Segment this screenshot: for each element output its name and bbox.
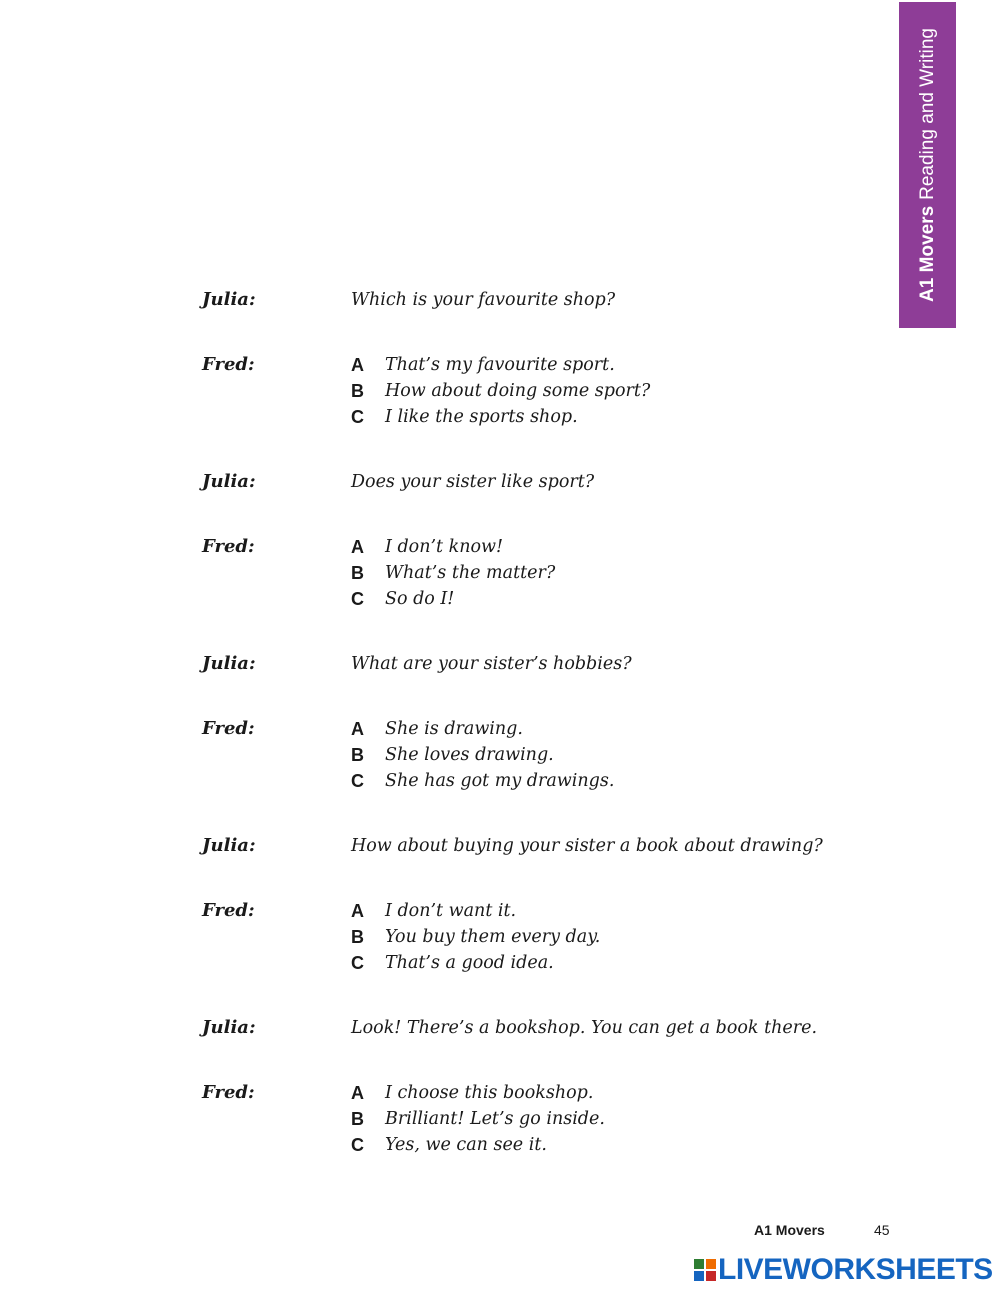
option-text: She loves drawing. (385, 745, 554, 765)
dialogue-line: How about buying your sister a book about drawing? (351, 836, 823, 856)
dialogue-line: Which is your favourite shop? (351, 290, 616, 310)
option-letter: A (351, 901, 364, 921)
option-text: Yes, we can see it. (385, 1135, 547, 1155)
option-letter: B (351, 563, 364, 583)
speaker-name: Julia: (202, 471, 256, 492)
option-text: I don’t want it. (385, 901, 517, 921)
speaker-name: Fred: (202, 1082, 255, 1103)
option-letter: C (351, 589, 364, 609)
side-tab (899, 2, 956, 328)
dialogue-line: Look! There’s a bookshop. You can get a book there. (351, 1018, 818, 1038)
option-letter: C (351, 407, 364, 427)
option-text: She is drawing. (385, 719, 523, 739)
speaker-name: Fred: (202, 536, 255, 557)
side-tab-title: A1 MoversReading and Writing (916, 28, 938, 302)
liveworksheets-logo-icon (694, 1259, 716, 1281)
option-letter: B (351, 745, 364, 765)
option-text: That’s my favourite sport. (385, 355, 615, 375)
speaker-name: Julia: (202, 289, 256, 310)
option-text: That’s a good idea. (385, 953, 554, 973)
option-letter: A (351, 537, 364, 557)
speaker-name: Julia: (202, 1017, 256, 1038)
dialogue-line: What are your sister’s hobbies? (351, 654, 632, 674)
page-number: 45 (874, 1222, 890, 1238)
speaker-name: Julia: (202, 835, 256, 856)
option-text: I like the sports shop. (385, 407, 578, 427)
option-letter: B (351, 381, 364, 401)
option-text: I choose this bookshop. (385, 1083, 594, 1103)
speaker-name: Fred: (202, 354, 255, 375)
option-text: How about doing some sport? (385, 381, 651, 401)
option-text: Brilliant! Let’s go inside. (385, 1109, 605, 1129)
option-text: She has got my drawings. (385, 771, 615, 791)
option-text: So do I! (385, 589, 455, 609)
option-letter: B (351, 1109, 364, 1129)
dialogue-line: Does your sister like sport? (351, 472, 595, 492)
speaker-name: Julia: (202, 653, 256, 674)
option-letter: C (351, 953, 364, 973)
option-text: I don’t know! (385, 537, 504, 557)
option-text: What’s the matter? (385, 563, 556, 583)
option-letter: A (351, 719, 364, 739)
speaker-name: Fred: (202, 900, 255, 921)
speaker-name: Fred: (202, 718, 255, 739)
brand-name: LIVEWORKSHEETS (718, 1253, 993, 1286)
option-letter: B (351, 927, 364, 947)
footer-label: A1 Movers (754, 1222, 825, 1238)
option-letter: C (351, 1135, 364, 1155)
option-letter: A (351, 1083, 364, 1103)
option-text: You buy them every day. (385, 927, 601, 947)
option-letter: C (351, 771, 364, 791)
liveworksheets-logo[interactable] (694, 1255, 994, 1285)
option-letter: A (351, 355, 364, 375)
